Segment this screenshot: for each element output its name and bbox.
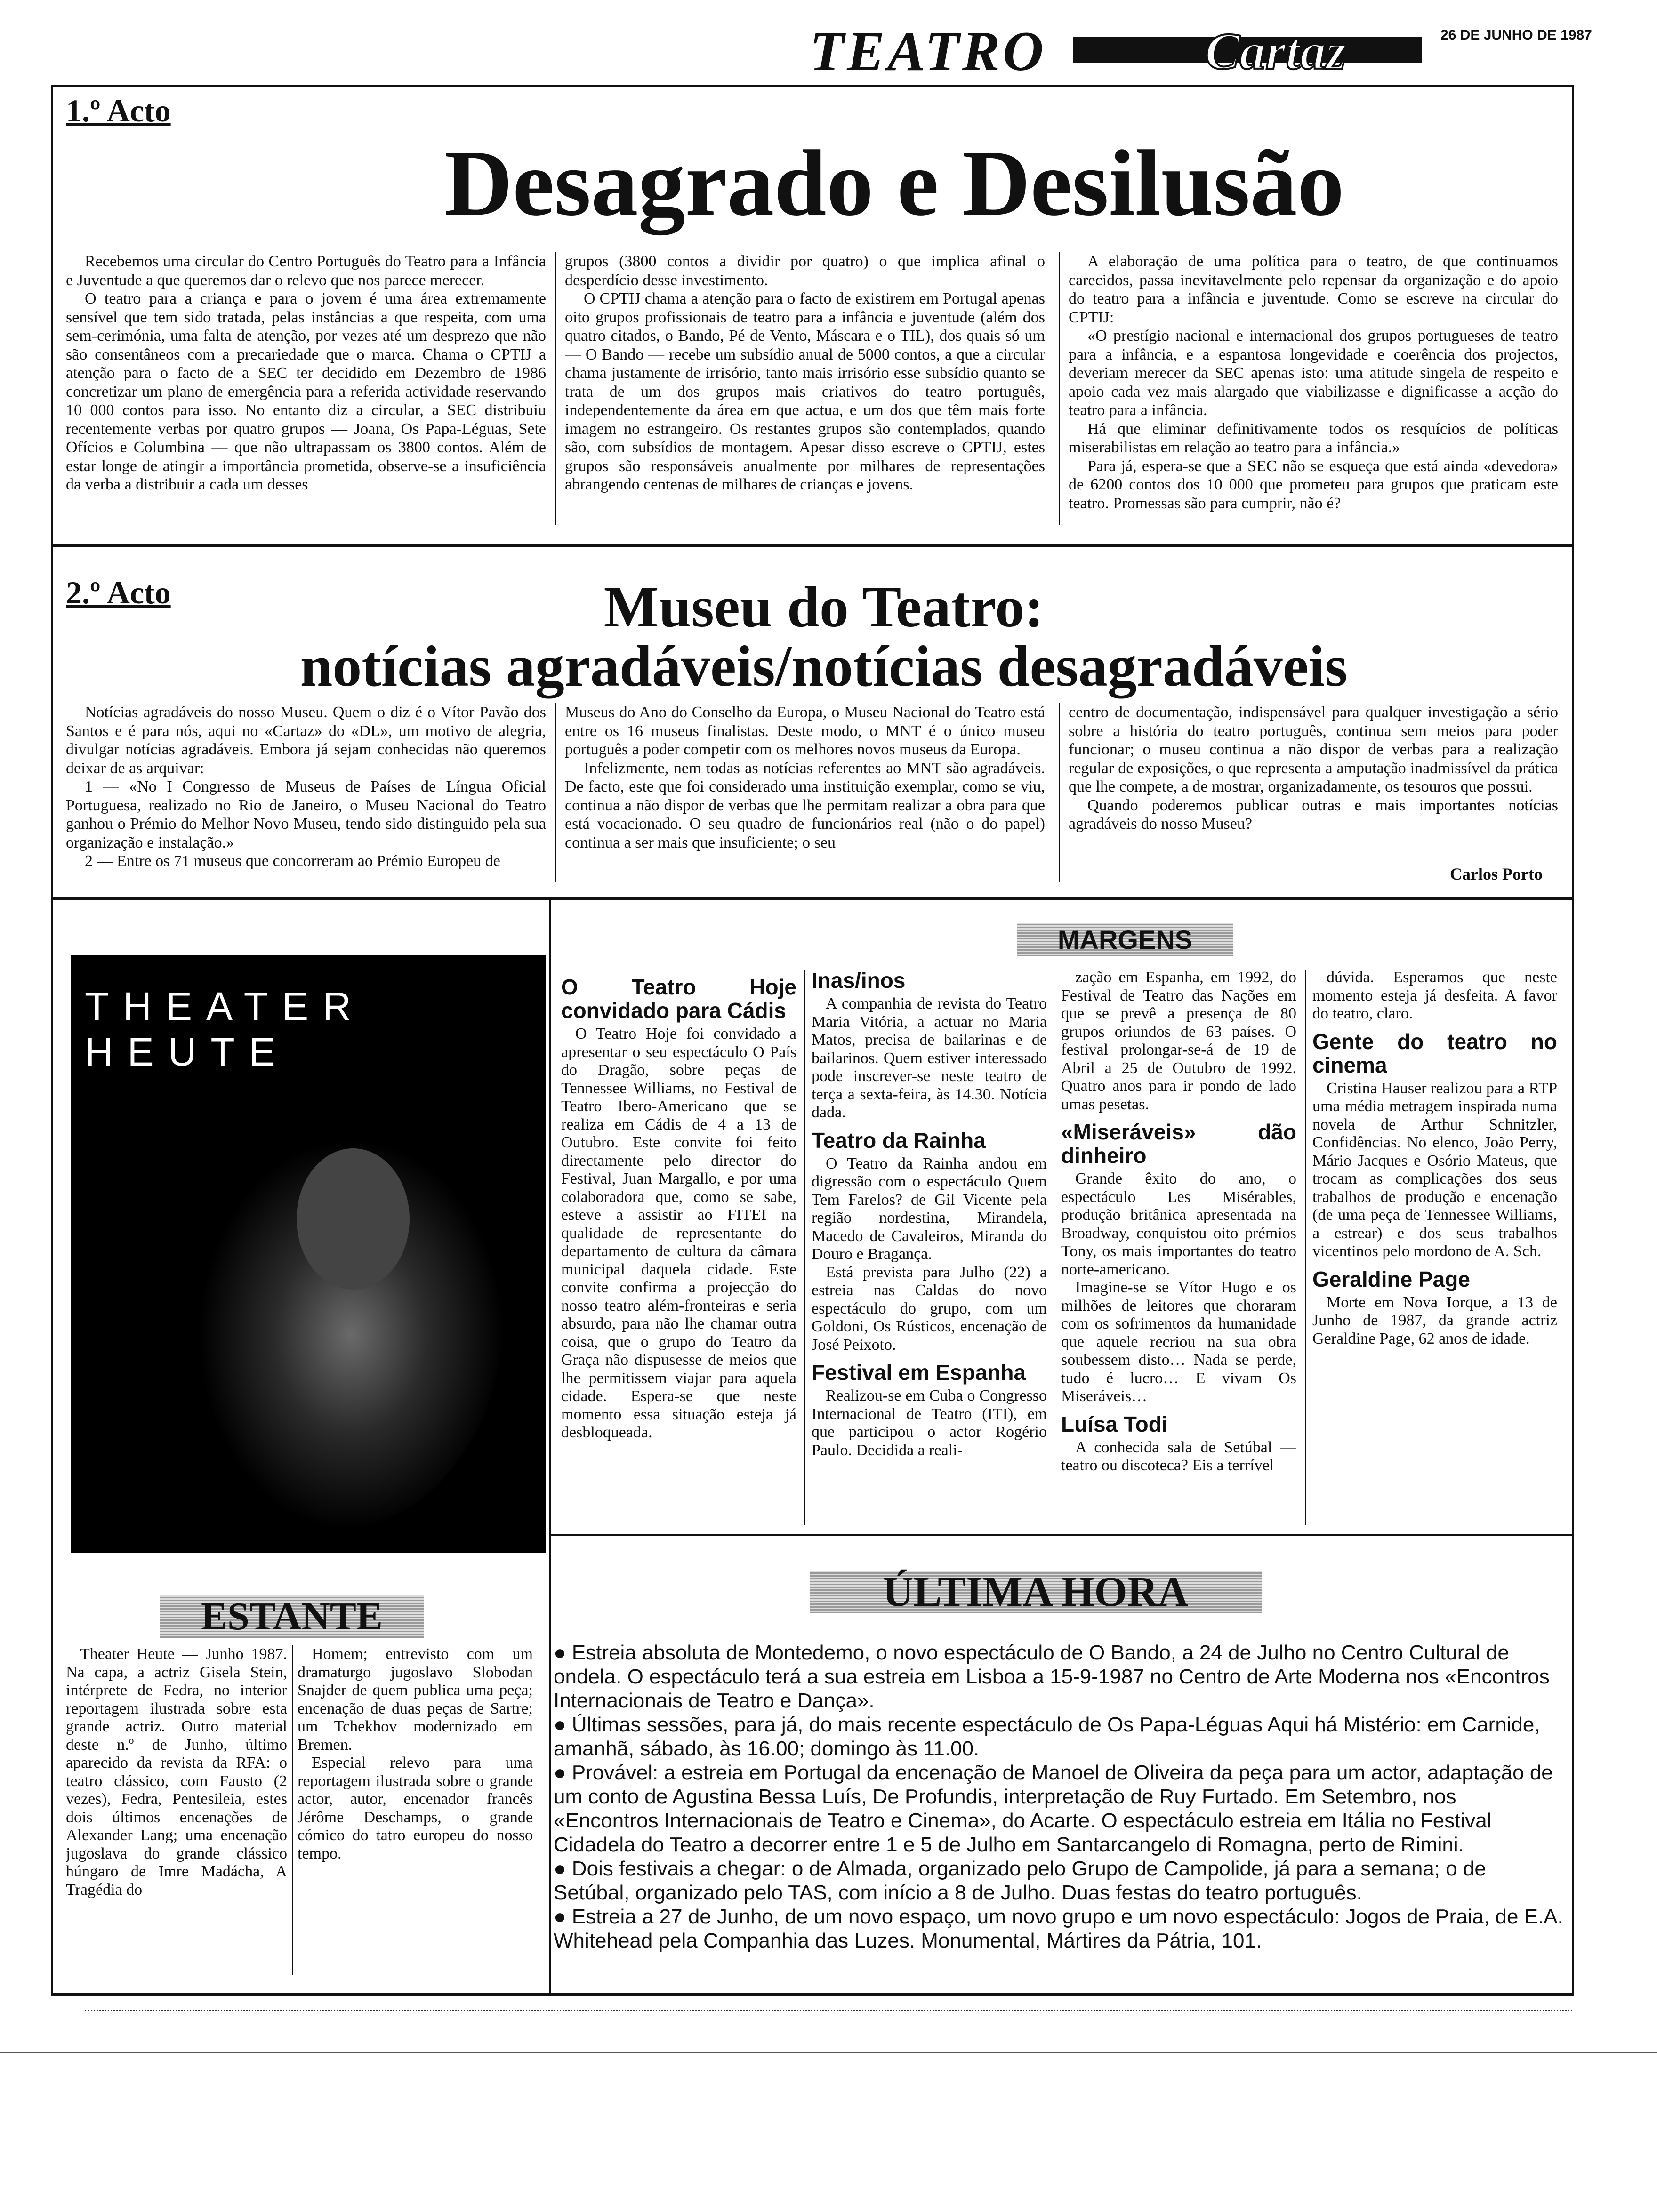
paragraph: A companhia de revista do Teatro Maria Vitória, a actuar no Maria Matos, precisa de bailarinas e de bailarinos. Quem estiver interessado pode inscrever-se neste teatro de terça a sexta-feira, às 14.30. Notícia dada. (812, 995, 1047, 1121)
paragraph: O Teatro Hoje foi convidado a apresentar o seu espectáculo O País do Dragão, sobre peças de Tennessee Williams, no Festival de Teatro Ibero-Americano que se realiza em Cádis de 4 a 13 de Outubro. Este convite foi feito directamente pelo director do Festival, Juan Margallo, e por uma colaboradora que, como se sabe, esteve a assistir ao FITEI na qualidade de representante do departamento de cultura da câmara municipal daquela cidade. Este convite confirma a projecção do nosso teatro além-fronteiras e seria absurdo, para não lhe chamar outra coisa, que o grupo do Teatro da Graça não dispusesse de meios que lhe permitissem viajar para aquela cidade. Espera-se que neste momento essa situação esteja já desbloqueada. (561, 1025, 796, 1441)
paragraph: «O prestígio nacional e internacional dos grupos portugueses de teatro para a infância, e a espantosa longevidade e coerência dos projectos, deveriam merecer da SEC apenas isto: uma atitude singela de respeito e apoio cada vez mais alargado que viabilizasse e dignificasse a acção do teatro para a infância. (1069, 327, 1558, 419)
paragraph: A elaboração de uma política para o teatro, de que continuamos carecidos, passa inevitavelmente pelo repensar da organização e do apoio do teatro para a infância e juventude. Como se escreve na circular do CPTIJ: (1069, 253, 1558, 326)
page-bottom-rule (85, 2010, 1572, 2011)
act1-label: 1.º Acto (66, 93, 171, 128)
paragraph: Infelizmente, nem todas as notícias referentes ao MNT são agradáveis. De facto, este que foi considerado uma instituição exemplar, como se viu, continua a não dispor de verbas que lhe permitam realizar a obra para que está vocacionado. O seu quadro de funcionários real (não o do papel) continua a ser mais que insuficiente; o seu (565, 759, 1045, 851)
act2-column-2 (565, 703, 1045, 882)
margens-banner-text: MARGENS (1057, 925, 1193, 954)
paragraph: Recebemos uma circular do Centro Português do Teatro para a Infância e Juventude a que queremos dar o relevo que nos parece merecer. (66, 253, 546, 289)
column-rule (555, 703, 556, 882)
paragraph: O Teatro da Rainha andou em digressão com o espectáculo Quem Tem Farelos? de Gil Vicente pela região nordestina, Mirandela, Macedo de Cavaleiros, Miranda do Douro e Bragança. (812, 1154, 1047, 1263)
paragraph: Cristina Hauser realizou para a RTP uma média metragem inspirada numa novela de Arthur Schnitzler, Confidências. No elenco, João Perry, Mário Jacques e Osório Mateus, que trocam as complicações dos seus trabalhos de produção e encenação (de uma peça de Tennessee Williams, a estrear) e dos seus trabalhos vicentinos pelo mordono de A. Sch. (1312, 1079, 1557, 1260)
paragraph: O CPTIJ chama a atenção para o facto de existirem em Portugal apenas oito grupos profissionais de teatro para a infância e juventude (além dos quatro citados, o Bando, Pé de Vento, Máscara e o TIL), dos quais só um — O Bando — recebe um subsídio anual de 5000 contos, a que a circular chama justamente de irrisório, tanto mais irrisório esse subsídio quanto se trata de um dos grupos mais criativos do teatro português, independentemente da área em que actua, e um dos que têm mais forte imagem no estrangeiro. Os restantes grupos são contemplados, quando são, com subsídios de montagem. Apesar disso escreve o CPTIJ, estes grupos são responsáveis anualmente por milhares de representações abrangendo centenas de milhares de crianças e jovens. (565, 290, 1045, 493)
column-rule (1305, 970, 1306, 1525)
estante-banner (160, 1595, 424, 1638)
paragraph: Quando poderemos publicar outras e mais importantes notícias agradáveis do nosso Museu? (1069, 796, 1558, 833)
ultima-hora-list (554, 1641, 1566, 1989)
magazine-cover-photo (71, 955, 546, 1553)
ultima-hora-item: ● Provável: a estreia em Portugal da encenação de Manoel de Oliveira da peça para um actor, adaptação de um conto de Agustina Bessa Luís, De Profundis, interpretação de Ruy Furtado. Em Setembro, nos «Encontros Internacionais de Teatro e Cinema», do Acarte. O espectáculo estreia em Itália no Festival Cidadela do Teatro a decorrer entre 1 e 5 de Julho em Santarcangelo di Romagna, perto de Rimini. (554, 1761, 1553, 1856)
section-title: TEATRO (810, 20, 1046, 82)
paragraph: 1 — «No I Congresso de Museus de Países de Língua Oficial Portuguesa, realizado no Rio de Janeiro, o Museu Nacional do Teatro ganhou o Prémio do Melhor Novo Museu, tendo sido distinguido pela sua organização e instalação.» (66, 778, 546, 851)
ultima-hora-banner-text: ÚLTIMA HORA (883, 1569, 1189, 1615)
act2-headline-line-2: notícias agradáveis/notícias desagradáveis (300, 634, 1348, 698)
margens-column-3 (1061, 969, 1296, 1533)
ultima-hora-item: ● Estreia a 27 de Junho, de um novo espaço, um novo grupo e um novo espectáculo: Jogos de Praia, de E.A. Whitehead pela Companhia das Luzes. Monumental, Mártires da Pátria, 101. (554, 1905, 1563, 1952)
estante-column-1 (66, 1645, 287, 1984)
news-title-luisa-todi: Luísa Todi (1061, 1411, 1168, 1436)
act1-column-2 (565, 252, 1045, 535)
estante-column-2 (298, 1645, 533, 1984)
cover-masthead-text: THEATER HEUTE (85, 984, 365, 1074)
act1-column-1 (66, 252, 546, 535)
column-rule (555, 252, 556, 525)
column-rule (804, 970, 805, 1525)
news-title-teatro-hoje: O Teatro Hoje convidado para Cádis (561, 975, 796, 1023)
paragraph: A conhecida sala de Setúbal — teatro ou discoteca? Eis a terrível (1061, 1438, 1296, 1474)
act2-column-1 (66, 703, 546, 882)
author-credit: Carlos Porto (1450, 865, 1543, 883)
act2-column-3 (1069, 703, 1558, 863)
paragraph: Imagine-se se Vítor Hugo e os milhões de leitores que choraram com os sofrimentos da humanidade que aquele recriou na sua obra soubessem disto… Nada se perde, tudo é lucro… E vivam Os Miseráveis… (1061, 1279, 1296, 1405)
margens-column-4 (1312, 969, 1557, 1533)
paragraph: zação em Espanha, em 1992, do Festival de Teatro das Nações em que se prevê a presença de 80 grupos oriundos de 63 países. O festival prolongar-se-á de 19 de Abril a 25 de Outubro de 1992. Quatro anos para ir pondo de lado umas pesetas. (1061, 969, 1296, 1113)
paragraph: grupos (3800 contos a dividir por quatro) o que implica afinal o desperdício desse investimento. (565, 253, 1045, 289)
act2-label: 2.º Acto (66, 575, 171, 610)
paragraph: Homem; entrevisto com um dramaturgo jugoslavo Slobodan Snajder de quem publica uma peça; encenação de duas peças de Sartre; um Tchekhov modernizado em Bremen. (298, 1645, 533, 1754)
news-title-festival-espanha: Festival em Espanha (812, 1360, 1026, 1385)
column-rule (1059, 703, 1060, 882)
paragraph: Notícias agradáveis do nosso Museu. Quem o diz é o Vítor Pavão dos Santos e é para nós, aqui no «Cartaz» do «DL», um motivo de alegria, divulgar notícias agradáveis. Embora já sejam conhecidas não queremos deixar de as arquivar: (66, 704, 546, 777)
act2-headline-line-1: Museu do Teatro: (603, 575, 1044, 639)
ultima-hora-item: ● Dois festivais a chegar: o de Almada, organizado pelo Grupo de Campolide, já para a semana; o de Setúbal, organizado pelo TAS, com início a 8 de Julho. Duas festas do teatro português. (554, 1857, 1486, 1904)
paragraph: 2 — Entre os 71 museus que concorreram ao Prémio Europeu de (85, 852, 500, 870)
paragraph: Está prevista para Julho (22) a estreia nas Caldas do novo espectáculo do grupo, com um Goldoni, Os Rústicos, encenação de José Peixoto. (812, 1263, 1047, 1354)
page-fold-line (0, 2052, 1657, 2053)
paragraph: centro de documentação, indispensável para qualquer investigação a sério sobre a história do teatro português, continua sem meios para poder funcionar; o museu continua a não dispor de verbas para a realização regular de exposições, o que representa a amputação inadmissível da prática que lhe compete, a de mostrar, organizadamente, os tesouros que possui. (1069, 704, 1558, 795)
news-title-miseraveis: «Miseráveis» dão dinheiro (1061, 1120, 1296, 1168)
ultima-hora-banner (810, 1571, 1262, 1613)
paragraph: Especial relevo para uma reportagem ilustrada sobre o grande actor, autor, encenador francês Jérôme Deschamps, o grande cómico do tatro europeu do nosso tempo. (298, 1754, 533, 1862)
section-rule (549, 899, 551, 1995)
column-rule (1059, 252, 1060, 525)
paragraph: Grande êxito do ano, o espectáculo Les Misérables, produção britânica apresentada na Broadway, conquistou oito prémios Tony, os mais importantes do teatro norte-americano. (1061, 1170, 1296, 1278)
act1-column-3 (1069, 252, 1558, 535)
ultima-hora-item: ● Estreia absoluta de Montedemo, o novo espectáculo de O Bando, a 24 de Julho no Centro Cultural de ondela. O espectáculo terá a sua estreia em Lisboa a 15-9-1987 no Centro de Arte Moderna nos «Encontros Internacionais de Teatro e Dança». (554, 1641, 1550, 1712)
act1-headline: Desagrado e Desilusão (444, 131, 1344, 235)
margens-column-2 (812, 969, 1047, 1533)
paragraph: Há que eliminar definitivamente todos os resquícios de políticas miserabilistas em relação ao teatro para a infância.» (1069, 420, 1558, 456)
margens-column-1 (561, 969, 796, 1533)
issue-date: 26 DE JUNHO DE 1987 (1440, 27, 1592, 43)
paragraph: Theater Heute — Junho 1987. Na capa, a actriz Gisela Stein, intérprete de Fedra, no interior reportagem ilustrada sobre esta grande actriz. Outro material deste n.º de Junho, último aparecido da revista da RFA: o teatro clássico, com Fausto (2 vezes), Fedra, Pentesileia, estes dois últimos encenações de Alexander Lang; uma encenação jugoslava do grande clássico húngaro de Imre Madácha, A Tragédia do (66, 1645, 287, 1899)
paragraph: dúvida. Esperamos que neste momento esteja já desfeita. A favor do teatro, claro. (1312, 969, 1557, 1022)
paragraph: Para já, espera-se que a SEC não se esqueça que está ainda «devedora» de 6200 contos dos 10 000 que prometeu para grupos que praticam este teatro. Promessas são para cumprir, não é? (1069, 457, 1558, 512)
margens-banner (1017, 923, 1233, 956)
column-rule (292, 1645, 293, 1975)
paragraph: Morte em Nova Iorque, a 13 de Junho de 1987, da grande actriz Geraldine Page, 62 anos de idade. (1312, 1293, 1557, 1347)
paragraph: O teatro para a criança e para o jovem é uma área extremamente sensível que tem sido tratada, pelas instâncias a que respeita, com uma sem-cerimónia, uma falta de atenção, por vezes até um desprezo que não são consentâneos com a precariedade que o marca. Chama o CPTIJ a atenção para o facto de a SEC ter decidido em Dezembro de 1986 concretizar um plano de emergência para a referida actividade reservando 10 000 contos para isso. No entanto diz a circular, a SEC distribuiu recentemente verbas por quatro grupos — Joana, Os Papa-Léguas, Sete Ofícios e Columbina — que não ultrapassam os 3800 contos. Além de estar longe de atingir a importância prometida, observe-se a insuficiência da verba a distribuir a cada um desses (66, 290, 546, 493)
paragraph: Museus do Ano do Conselho da Europa, o Museu Nacional do Teatro está entre os 16 museus finalistas. Deste modo, o MNT é o único museu português a poder competir com os melhores novos museus da Europa. (565, 704, 1045, 758)
estante-banner-text: ESTANTE (201, 1595, 383, 1638)
news-title-inas-inos: Inas/inos (812, 969, 906, 993)
section-rule (550, 1534, 1573, 1536)
ultima-hora-item: ● Últimas sessões, para já, do mais recente espectáculo de Os Papa-Léguas Aqui há Mistério: em Carnide, amanhã, sábado, às 16.00; domingo às 11.00. (554, 1713, 1540, 1760)
news-title-teatro-rainha: Teatro da Rainha (812, 1128, 986, 1153)
paper-logo: Cartaz (1205, 23, 1346, 80)
paragraph: Realizou-se em Cuba o Congresso Internacional de Teatro (ITI), em que participou o actor Rogério Paulo. Decidida a reali- (812, 1387, 1047, 1459)
news-title-geraldine-page: Geraldine Page (1312, 1266, 1470, 1291)
news-title-gente-teatro-cinema: Gente do teatro no cinema (1312, 1029, 1557, 1077)
